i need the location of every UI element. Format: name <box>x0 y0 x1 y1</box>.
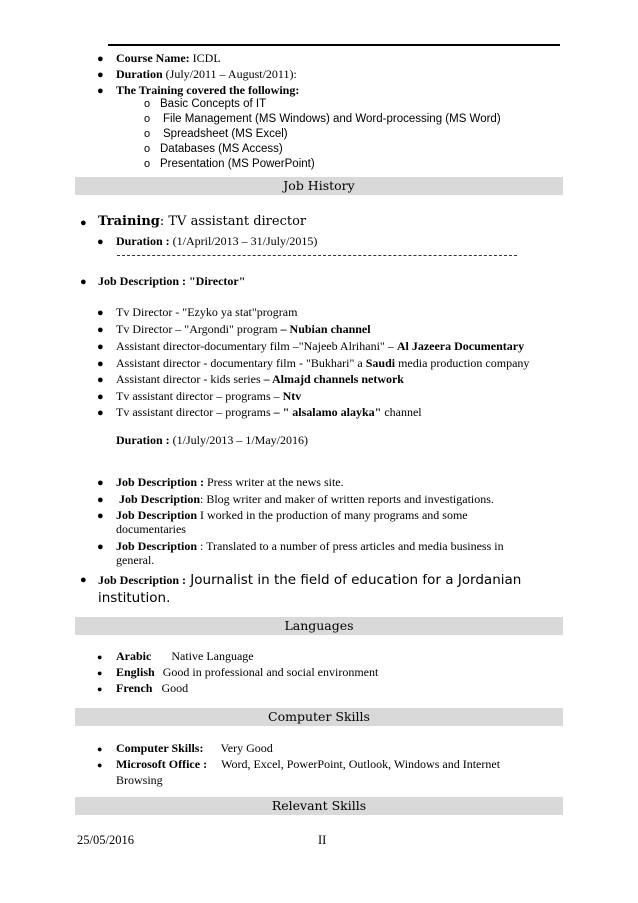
director-duration: Duration : (1/July/2013 – 1/May/2016) <box>116 433 308 447</box>
job-item: Job Description : Press writer at the news site. <box>116 475 344 489</box>
topic-item: Basic Concepts of IT <box>160 98 267 110</box>
footer-date: 25/05/2016 <box>77 833 134 847</box>
director-item: Tv assistant director – programs – " alsalamo alayka" channel <box>116 405 422 419</box>
bullet-icon: ● <box>97 374 104 386</box>
section-heading-languages: Languages <box>75 617 563 635</box>
language-item: French Good <box>116 681 189 695</box>
computer-skill-item: Computer Skills: Very Good <box>116 741 273 755</box>
bullet-icon: ● <box>97 85 104 97</box>
topic-item: Databases (MS Access) <box>160 143 283 155</box>
director-label: Job Description : "Director" <box>98 274 246 288</box>
bullet-icon: ● <box>97 744 103 754</box>
journalist-item-continued: institution. <box>98 590 171 606</box>
bullet-icon: ● <box>97 53 104 65</box>
language-item: Arabic Native Language <box>116 649 254 663</box>
bullet-icon: ● <box>97 494 104 506</box>
director-item: Assistant director-documentary film –"Najeeb Alrihani" – Al Jazeera Documentary <box>116 339 525 353</box>
director-item: Tv Director – "Argondi" program – Nubian channel <box>116 322 371 336</box>
bullet-icon: ● <box>97 358 104 370</box>
course-name: Course Name: ICDL <box>116 51 221 65</box>
bullet-icon: ● <box>97 69 104 81</box>
circle-bullet-icon: o <box>144 128 151 140</box>
circle-bullet-icon: o <box>144 143 151 155</box>
footer-page-number: II <box>318 833 327 847</box>
circle-bullet-icon: o <box>144 98 151 110</box>
bullet-icon: ● <box>80 217 87 229</box>
bullet-icon: ● <box>97 510 104 522</box>
bullet-icon: ● <box>97 407 104 419</box>
language-item: English Good in professional and social environment <box>116 665 379 679</box>
bullet-icon: ● <box>97 236 104 248</box>
job-item-continued: documentaries <box>116 522 186 536</box>
job-item-continued: general. <box>116 553 155 567</box>
journalist-item: Job Description : Journalist in the field of education for a Jordanian <box>98 572 522 588</box>
director-item: Tv assistant director – programs – Ntv <box>116 389 302 403</box>
topic-item: Presentation (MS PowerPoint) <box>160 158 315 170</box>
bullet-icon: ● <box>97 684 103 694</box>
job-item: Job Description: Blog writer and maker of written reports and investigations. <box>119 492 494 506</box>
director-item: Assistant director - documentary film - "Bukhari" a Saudi media production company <box>116 356 530 370</box>
computer-skill-item: Microsoft Office : Word, Excel, PowerPoint, Outlook, Windows and Internet <box>116 757 501 771</box>
bullet-icon: ● <box>97 477 104 489</box>
section-heading-computer-skills: Computer Skills <box>75 708 563 726</box>
computer-skill-item-continued: Browsing <box>116 773 163 787</box>
topic-item: Spreadsheet (MS Excel) <box>163 128 288 140</box>
topic-item: File Management (MS Windows) and Word-processing (MS Word) <box>163 113 501 125</box>
bullet-icon: ● <box>97 668 103 678</box>
bullet-icon: ● <box>97 307 104 319</box>
training-duration: Duration : (1/April/2013 – 31/July/2015) <box>116 234 318 248</box>
section-heading-relevant-skills: Relevant Skills <box>75 797 563 815</box>
bullet-icon: ● <box>97 652 103 662</box>
bullet-icon: ● <box>97 324 104 336</box>
bullet-icon: ● <box>97 391 104 403</box>
dashed-separator <box>117 255 517 256</box>
bullet-icon: ● <box>97 760 103 770</box>
training-line: Training: TV assistant director <box>98 214 307 229</box>
director-item: Assistant director - kids series – Almajd channels network <box>116 372 404 386</box>
bullet-icon: ● <box>97 341 104 353</box>
job-item: Job Description : Translated to a number of press articles and media business in <box>116 539 504 553</box>
bullet-icon: ● <box>80 276 87 288</box>
bullet-icon: ● <box>80 574 87 586</box>
course-covered-label: The Training covered the following: <box>116 83 300 97</box>
section-heading-job-history: Job History <box>75 177 563 195</box>
circle-bullet-icon: o <box>144 158 151 170</box>
bullet-icon: ● <box>97 541 104 553</box>
job-item: Job Description I worked in the production of many programs and some <box>116 508 468 522</box>
director-item: Tv Director - "Ezyko ya stat"program <box>116 305 298 319</box>
circle-bullet-icon: o <box>144 113 151 125</box>
top-rule <box>108 44 560 46</box>
course-duration: Duration (July/2011 – August/2011): <box>116 67 297 81</box>
